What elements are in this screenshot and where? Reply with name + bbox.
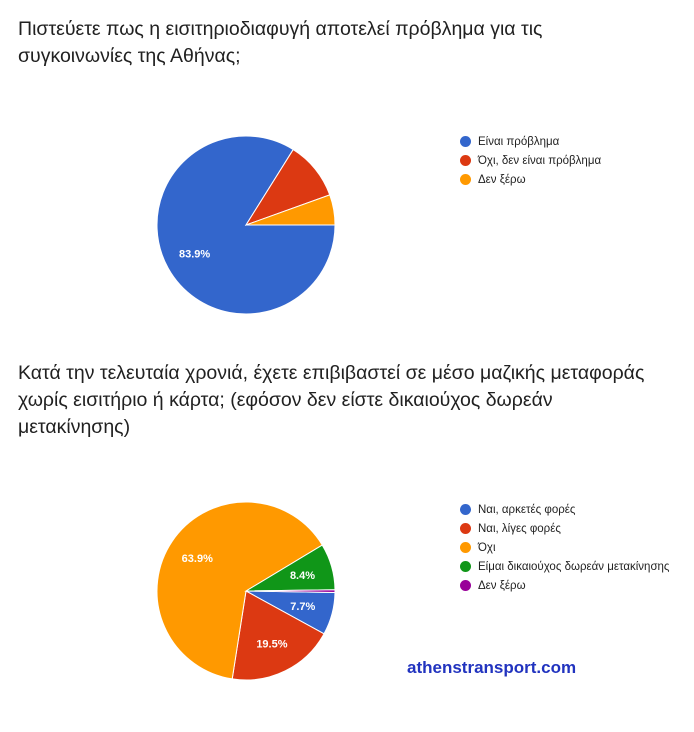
- pie-data-label: 19.5%: [256, 638, 288, 651]
- legend-swatch: [460, 523, 471, 534]
- legend-label: Όχι, δεν είναι πρόβλημα: [478, 154, 602, 167]
- legend-item: [460, 557, 669, 576]
- chart-1-legend: [460, 132, 601, 189]
- pie-data-label: 63.9%: [181, 553, 213, 566]
- legend-label: Ναι, λίγες φορές: [478, 522, 561, 535]
- pie-chart-1: [146, 136, 346, 326]
- legend-swatch: [460, 174, 471, 185]
- legend-label: Όχι: [478, 541, 496, 554]
- legend-item: [460, 538, 669, 557]
- legend-item: [460, 132, 601, 151]
- legend-swatch: [460, 561, 471, 572]
- pie-data-label: 7.7%: [290, 601, 316, 614]
- legend-label: Ναι, αρκετές φορές: [478, 503, 576, 516]
- chart-1-title: Πιστεύετε πως η εισιτηριοδιαφυγή αποτελεί πρόβλημα για τις συγκοινωνίες της Αθήνας;: [18, 18, 543, 67]
- legend-label: Δεν ξέρω: [478, 579, 526, 592]
- legend-item: [460, 576, 669, 595]
- legend-swatch: [460, 580, 471, 591]
- legend-swatch: [460, 136, 471, 147]
- legend-label: Είμαι δικαιούχος δωρεάν μετακίνησης: [478, 560, 670, 573]
- chart-2-legend: [460, 500, 669, 595]
- legend-swatch: [460, 504, 471, 515]
- legend-label: Δεν ξέρω: [478, 173, 526, 186]
- legend-swatch: [460, 155, 471, 166]
- chart-2-title: Κατά την τελευταία χρονιά, έχετε επιβιβαστεί σε μέσο μαζικής μεταφοράς χωρίς εισιτήριο ή κάρτα; (εφόσον δεν είστε δικαιούχος δωρεάν μετακίνησης): [18, 362, 645, 438]
- legend-label: Είναι πρόβλημα: [478, 135, 560, 148]
- pie-chart-2: [146, 502, 346, 692]
- legend-item: [460, 500, 669, 519]
- legend-item: [460, 151, 601, 170]
- site-watermark: athenstransport.com: [407, 658, 577, 677]
- pie-data-label: 83.9%: [179, 248, 211, 261]
- legend-item: [460, 519, 669, 538]
- legend-swatch: [460, 542, 471, 553]
- pie-data-label: 8.4%: [289, 569, 316, 582]
- legend-item: [460, 170, 601, 189]
